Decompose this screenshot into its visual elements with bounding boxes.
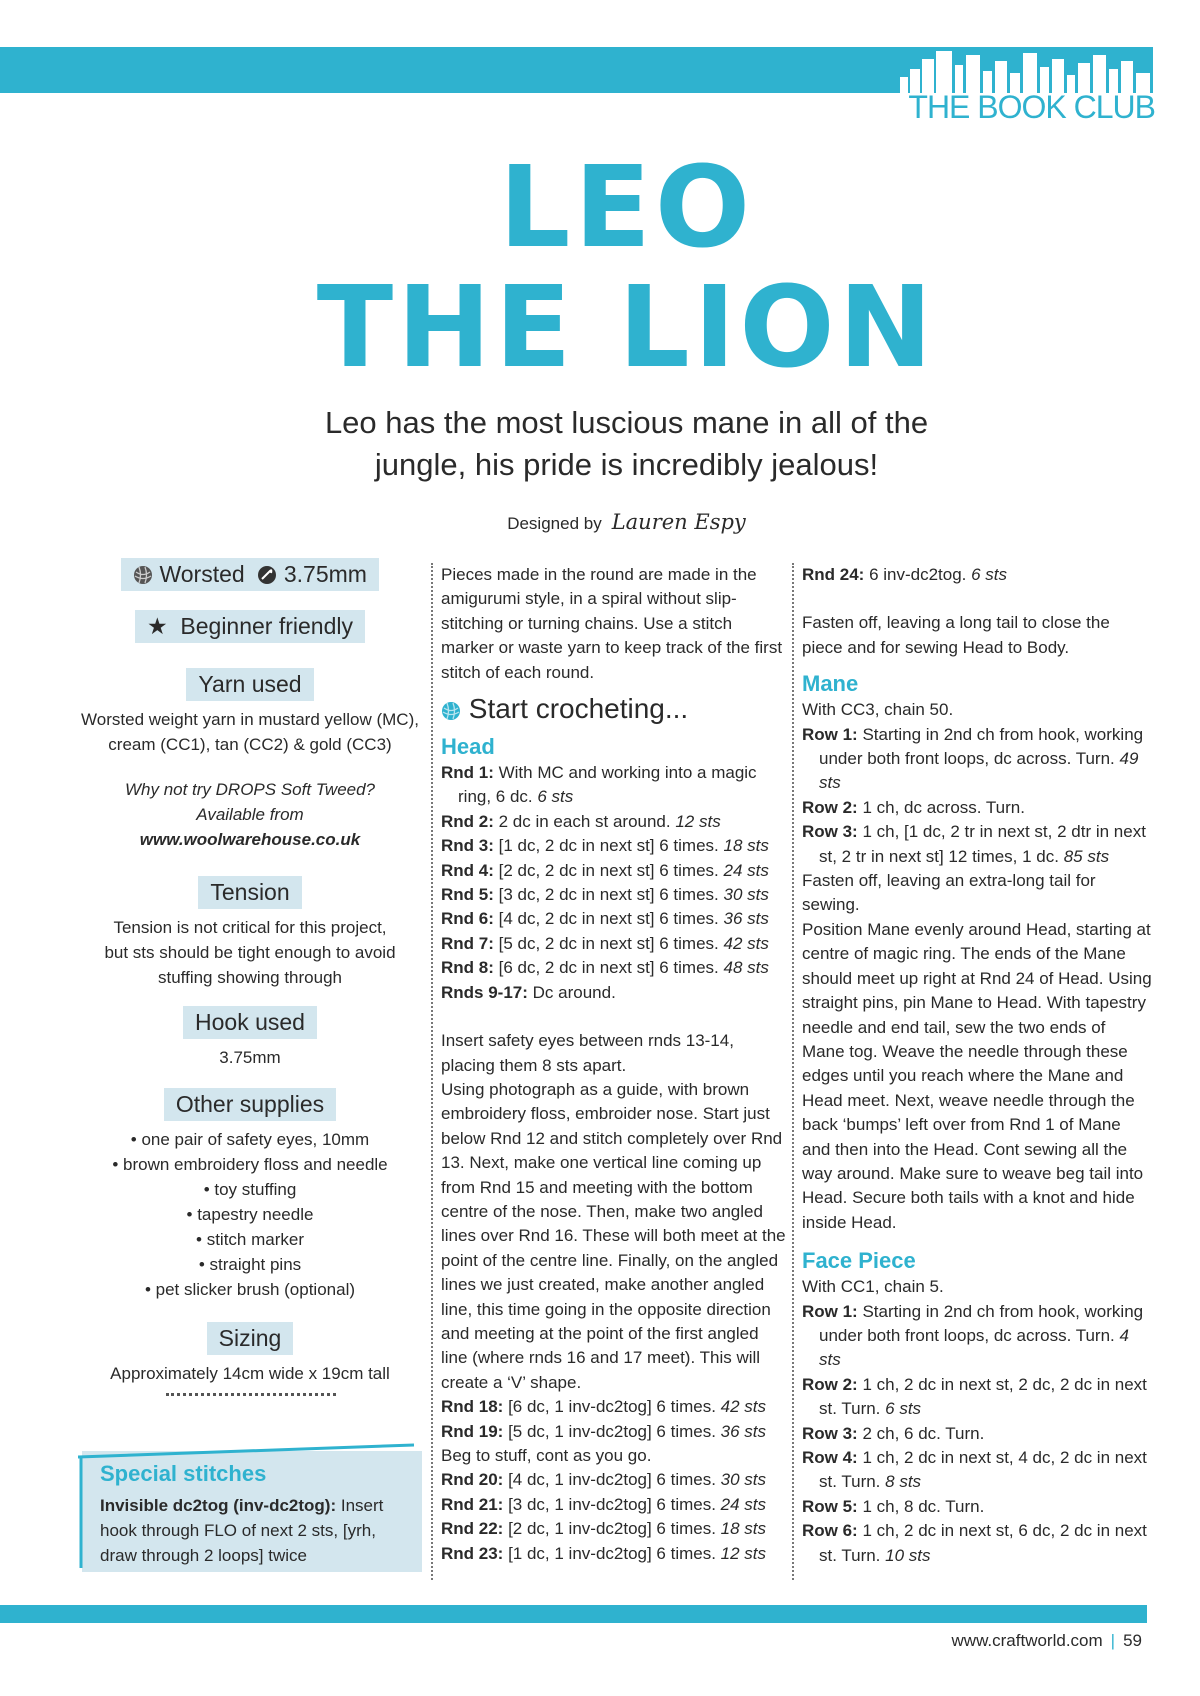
sizing-heading: Sizing <box>207 1322 294 1355</box>
hook-used-value: 3.75mm <box>219 1048 281 1067</box>
round-instruction: Rnd 8: [6 dc, 2 dc in next st] 6 times. 48 sts <box>441 958 769 978</box>
yarn-used-heading: Yarn used <box>186 668 313 701</box>
row-instruction: Row 2: 1 ch, 2 dc in next st, 2 dc, 2 dc in next st. Turn. 6 sts <box>802 1374 1147 1419</box>
round-instruction: Rnd 3: [1 dc, 2 dc in next st] 6 times. 18 sts <box>441 836 769 856</box>
pattern-column-2 <box>441 563 786 1566</box>
fasten-off-instruction: Fasten off, leaving an extra-long tail for sewing. <box>802 871 1096 915</box>
round-instruction: Rnd 5: [3 dc, 2 dc in next st] 6 times. 30 sts <box>441 885 769 905</box>
yarn-ball-icon <box>133 565 153 585</box>
nose-instruction: Using photograph as a guide, with brown embroidery floss, embroider nose. Start just below Rnd 12 and stitch completely over Rnd 13. Next, make one vertical line coming up from Rnd 15 and meeting with the bottom centre of the nose. Then, make two angled lines over Rnd 16. These will both meet at the point of the centre line. Finally, on the angled lines we just created, make another angled line, this time going in the opposite direction and meeting at the point of the first angled line (where rnds 16 and 17 meet). This will create a ‘V’ shape. <box>441 1079 786 1392</box>
start-crocheting-label: Start crocheting... <box>468 693 689 725</box>
row-instruction: Row 6: 1 ch, 2 dc in next st, 6 dc, 2 dc in next st. Turn. 10 sts <box>802 1521 1147 1565</box>
page-title-line2: THE LION <box>316 263 937 393</box>
face-piece-heading: Face Piece <box>802 1248 916 1274</box>
level-label: Beginner friendly <box>180 613 353 639</box>
subtitle-line2: jungle, his pride is incredibly jealous! <box>374 447 879 482</box>
skyline-icon <box>900 47 1153 93</box>
yarn-tip-line1: Why not try DROPS Soft Tweed? <box>124 780 376 799</box>
start-crocheting-heading <box>441 689 786 729</box>
page-number: 59 <box>1123 1631 1142 1650</box>
yarn-ball-icon <box>441 701 461 721</box>
designer-credit <box>0 510 1200 534</box>
supply-item: • tapestry needle <box>186 1205 314 1224</box>
round-instruction: Rnd 23: [1 dc, 1 inv-dc2tog] 6 times. 12 sts <box>441 1543 767 1563</box>
special-stitches-box <box>82 1451 422 1572</box>
other-supplies-heading: Other supplies <box>164 1088 336 1121</box>
special-stitch-name: Invisible dc2tog (inv-dc2tog): <box>100 1496 337 1515</box>
row-instruction: Row 3: 2 ch, 6 dc. Turn. <box>802 1423 985 1443</box>
yarn-weight: Worsted <box>159 561 245 587</box>
round-instruction: Rnd 22: [2 dc, 1 inv-dc2tog] 6 times. 18 sts <box>441 1519 767 1539</box>
mane-start: With CC3, chain 50. <box>802 700 954 720</box>
special-stitches-heading: Special stitches <box>100 1461 267 1486</box>
round-instruction: Rnd 1: With MC and working into a magic ring, 6 dc. 6 sts <box>441 763 757 807</box>
row-instruction: Row 1: Starting in 2nd ch from hook, working under both front loops, dc across. Turn. 49 sts <box>802 724 1144 793</box>
supply-item: • stitch marker <box>196 1230 304 1249</box>
face-start: With CC1, chain 5. <box>802 1277 944 1297</box>
subtitle <box>0 402 1200 486</box>
special-stitch-desc: Insert hook through FLO of next 2 sts, [yrh, draw through 2 loops] twice <box>100 1496 384 1565</box>
stuff-instruction: Beg to stuff, cont as you go. <box>441 1446 652 1465</box>
round-instruction: Rnd 7: [5 dc, 2 dc in next st] 6 times. 42 sts <box>441 933 769 953</box>
yarn-retailer-link[interactable]: www.woolwarehouse.co.uk <box>139 830 361 849</box>
round-instruction: Rnd 18: [6 dc, 1 inv-dc2tog] 6 times. 42 sts <box>441 1397 767 1417</box>
special-stitch-definition <box>100 1493 410 1568</box>
footer-url[interactable]: www.craftworld.com <box>951 1631 1103 1650</box>
tension-line1: Tension is not critical for this project, <box>113 918 387 937</box>
page-title-line1: LEO <box>498 143 755 273</box>
hook-used-heading: Hook used <box>183 1006 317 1039</box>
column-divider <box>431 563 433 1580</box>
tension-heading: Tension <box>198 876 301 909</box>
yarn-used-line1: Worsted weight yarn in mustard yellow (MC), <box>81 710 419 729</box>
row-instruction: Row 5: 1 ch, 8 dc. Turn. <box>802 1496 985 1516</box>
hook-size-badge: 3.75mm <box>283 561 367 587</box>
yarn-hook-badge <box>121 558 379 591</box>
supply-item: • pet slicker brush (optional) <box>144 1280 356 1299</box>
round-instruction: Rnds 9-17: Dc around. <box>441 982 616 1002</box>
head-heading: Head <box>441 734 495 760</box>
round-instruction: Rnd 6: [4 dc, 2 dc in next st] 6 times. 36 sts <box>441 909 769 929</box>
divider <box>166 1393 336 1396</box>
section-title: THE BOOK CLUB <box>908 89 1155 125</box>
designer-label: Designed by <box>507 514 602 533</box>
supply-item: • one pair of safety eyes, 10mm <box>130 1130 370 1149</box>
supply-item: • straight pins <box>198 1255 302 1274</box>
other-supplies <box>70 1088 430 1302</box>
supply-item: • toy stuffing <box>203 1180 297 1199</box>
tension-line2: but sts should be tight enough to avoid <box>104 943 396 962</box>
round-instruction: Rnd 19: [5 dc, 1 inv-dc2tog] 6 times. 36 sts <box>441 1421 767 1441</box>
row-instruction: Row 1: Starting in 2nd ch from hook, working under both front loops, dc across. Turn. 4 sts <box>802 1301 1144 1370</box>
footer-bar <box>0 1605 1147 1623</box>
tension-line3: stuffing showing through <box>158 968 342 987</box>
supply-item: • brown embroidery floss and needle <box>112 1155 388 1174</box>
fasten-off-instruction: Fasten off, leaving a long tail to close the piece and for sewing Head to Body. <box>802 613 1110 657</box>
round-instruction: Rnd 2: 2 dc in each st around. 12 sts <box>441 811 721 831</box>
sizing-value: Approximately 14cm wide x 19cm tall <box>110 1364 390 1383</box>
designer-signature: Lauren Espy <box>611 510 746 534</box>
round-instruction: Rnd 20: [4 dc, 1 inv-dc2tog] 6 times. 30 sts <box>441 1470 767 1490</box>
level-badge <box>135 610 365 643</box>
round-instruction: Rnd 24: 6 inv-dc2tog. 6 sts <box>802 565 1008 584</box>
hook-icon <box>257 565 277 585</box>
mane-assembly-instruction: Position Mane evenly around Head, starting at centre of magic ring. The ends of the Mane should meet up right at Rnd 24 of Head. Using straight pins, pin Mane to Head. With tapestry needle and end tail, sew the two ends of Mane tog. Weave the needle through these edges until you reach where the Mane and Head meet. Next, weave needle through the back ‘bumps’ left over from Rnd 1 of Mane and then into the Head. Cont sewing all the way around. Make sure to weave beg tail into Head. Secure both tails with a knot and hide inside Head. <box>802 919 1152 1232</box>
yarn-used-line2: cream (CC1), tan (CC2) & gold (CC3) <box>108 735 392 754</box>
box-accent-line <box>78 1443 86 1568</box>
mane-heading: Mane <box>802 671 859 697</box>
row-instruction: Row 2: 1 ch, dc across. Turn. <box>802 797 1025 817</box>
round-instruction: Rnd 4: [2 dc, 2 dc in next st] 6 times. 24 sts <box>441 860 769 880</box>
box-accent-line <box>78 1443 418 1463</box>
eyes-instruction: Insert safety eyes between rnds 13-14, placing them 8 sts apart. <box>441 1031 734 1075</box>
row-instruction: Row 3: 1 ch, [1 dc, 2 tr in next st, 2 dtr in next st, 2 tr in next st] 12 times, 1 dc. 85 sts <box>802 822 1146 866</box>
intro-paragraph: Pieces made in the round are made in the amigurumi style, in a spiral without slip-stitching or turning chains. Use a stitch marker or waste yarn to keep track of the first stitch of each round. <box>441 565 783 682</box>
pattern-column-3 <box>802 563 1152 1568</box>
column-divider <box>792 563 794 1580</box>
page-footer: www.craftworld.com | 59 <box>951 1631 1142 1650</box>
subtitle-line1: Leo has the most luscious mane in all of the <box>324 405 929 440</box>
yarn-tip-line2: Available from <box>196 805 304 824</box>
star-icon: ★ <box>146 613 168 639</box>
row-instruction: Row 4: 1 ch, 2 dc in next st, 4 dc, 2 dc in next st. Turn. 8 sts <box>802 1448 1147 1492</box>
round-instruction: Rnd 21: [3 dc, 1 inv-dc2tog] 6 times. 24 sts <box>441 1494 767 1514</box>
